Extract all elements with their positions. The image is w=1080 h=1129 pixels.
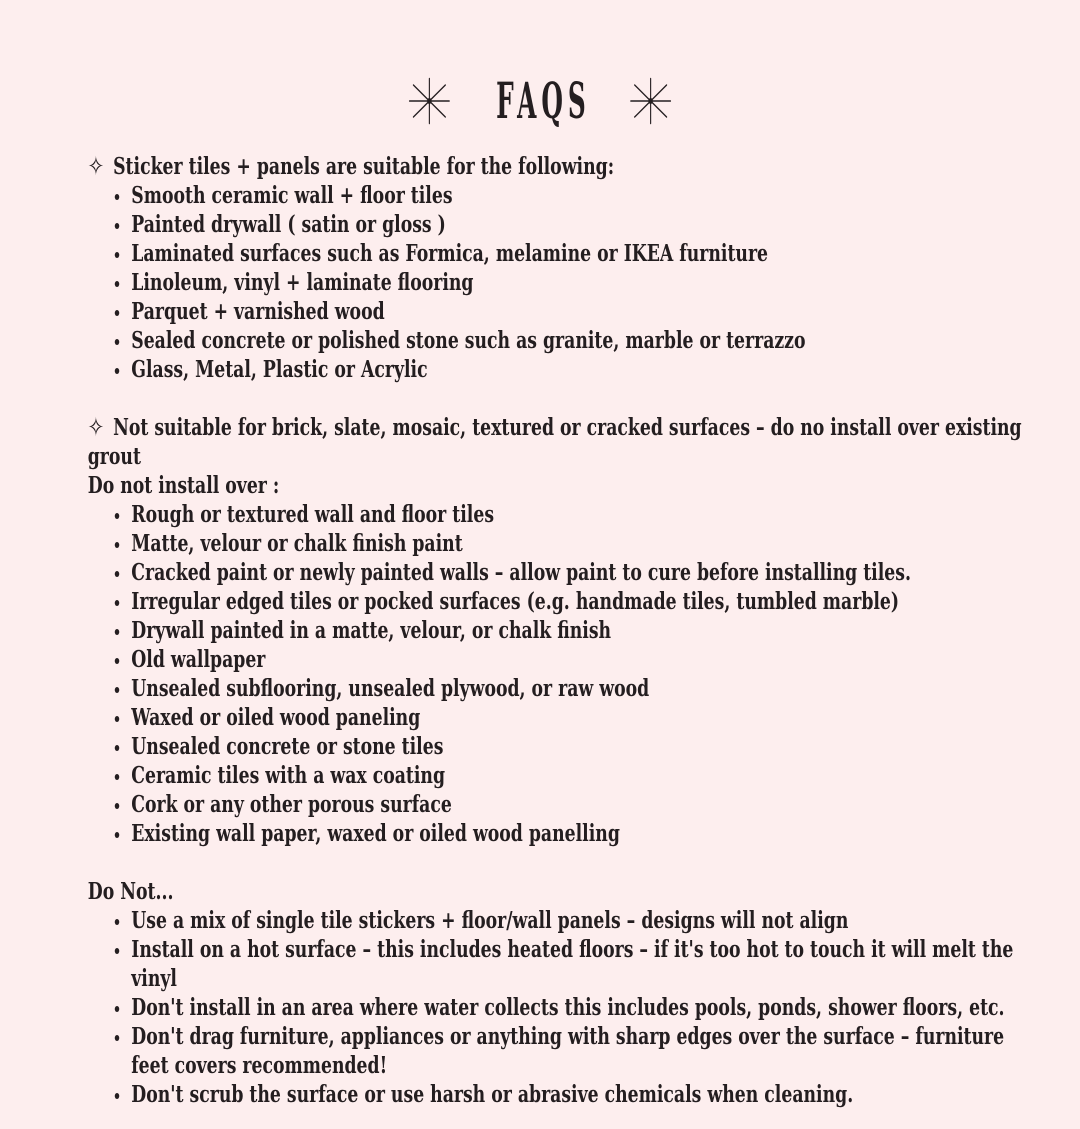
list-item: Rough or textured wall and floor tiles [88, 500, 1035, 529]
suitable-surfaces-list [88, 181, 1035, 384]
section-do-not [88, 877, 1035, 1109]
sparkle-icon [627, 78, 673, 124]
section-subheading-text: Do not install over : [87, 472, 280, 499]
list-item: Existing wall paper, waxed or oiled wood panelling [88, 819, 1035, 848]
section-heading [88, 413, 1035, 471]
list-item: Irregular edged tiles or pocked surfaces (e.g. handmade tiles, tumbled marble) [88, 587, 1035, 616]
page-title-row [0, 70, 1080, 132]
diamond-star-icon: ✧ [87, 152, 105, 182]
list-item: Smooth ceramic wall + floor tiles [88, 181, 1035, 210]
list-item: Waxed or oiled wood paneling [88, 703, 1035, 732]
list-item: Parquet + varnished wood [88, 297, 1035, 326]
section-not-suitable-surfaces [88, 413, 1035, 848]
list-item: Unsealed subflooring, unsealed plywood, or raw wood [88, 674, 1035, 703]
list-item: Matte, velour or chalk finish paint [88, 529, 1035, 558]
sparkle-icon [407, 78, 453, 124]
list-item: Don't install in an area where water collects this includes pools, ponds, shower floors, etc. [88, 993, 1035, 1022]
list-item: Use a mix of single tile stickers + floor/wall panels – designs will not align [88, 906, 1035, 935]
list-item: Unsealed concrete or stone tiles [88, 732, 1035, 761]
section-heading [88, 152, 1035, 181]
list-item: Glass, Metal, Plastic or Acrylic [88, 355, 1035, 384]
section-heading-text: Do Not... [87, 878, 174, 905]
list-item: Install on a hot surface – this includes heated floors – if it's too hot to touch it will melt the vinyl [88, 935, 1035, 993]
list-item: Sealed concrete or polished stone such as granite, marble or terrazzo [88, 326, 1035, 355]
do-not-list [88, 906, 1035, 1109]
section-heading-text: Not suitable for brick, slate, mosaic, textured or cracked surfaces – do no install over existing grout [87, 414, 1022, 470]
list-item: Don't scrub the surface or use harsh or abrasive chemicals when cleaning. [88, 1080, 1035, 1109]
list-item: Old wallpaper [88, 645, 1035, 674]
list-item: Linoleum, vinyl + laminate flooring [88, 268, 1035, 297]
not-suitable-surfaces-list [88, 500, 1035, 848]
list-item: Cracked paint or newly painted walls – allow paint to cure before installing tiles. [88, 558, 1035, 587]
section-suitable-surfaces [88, 152, 1035, 384]
list-item: Laminated surfaces such as Formica, melamine or IKEA furniture [88, 239, 1035, 268]
list-item: Drywall painted in a matte, velour, or chalk finish [88, 616, 1035, 645]
list-item: Painted drywall ( satin or gloss ) [88, 210, 1035, 239]
section-heading-text: Sticker tiles + panels are suitable for the following: [113, 153, 615, 180]
list-item: Don't drag furniture, appliances or anything with sharp edges over the surface – furniture feet covers recommended! [88, 1022, 1035, 1080]
diamond-star-icon: ✧ [87, 413, 105, 443]
page-title: FAQS [496, 71, 592, 130]
list-item: Ceramic tiles with a wax coating [88, 761, 1035, 790]
list-item: Cork or any other porous surface [88, 790, 1035, 819]
